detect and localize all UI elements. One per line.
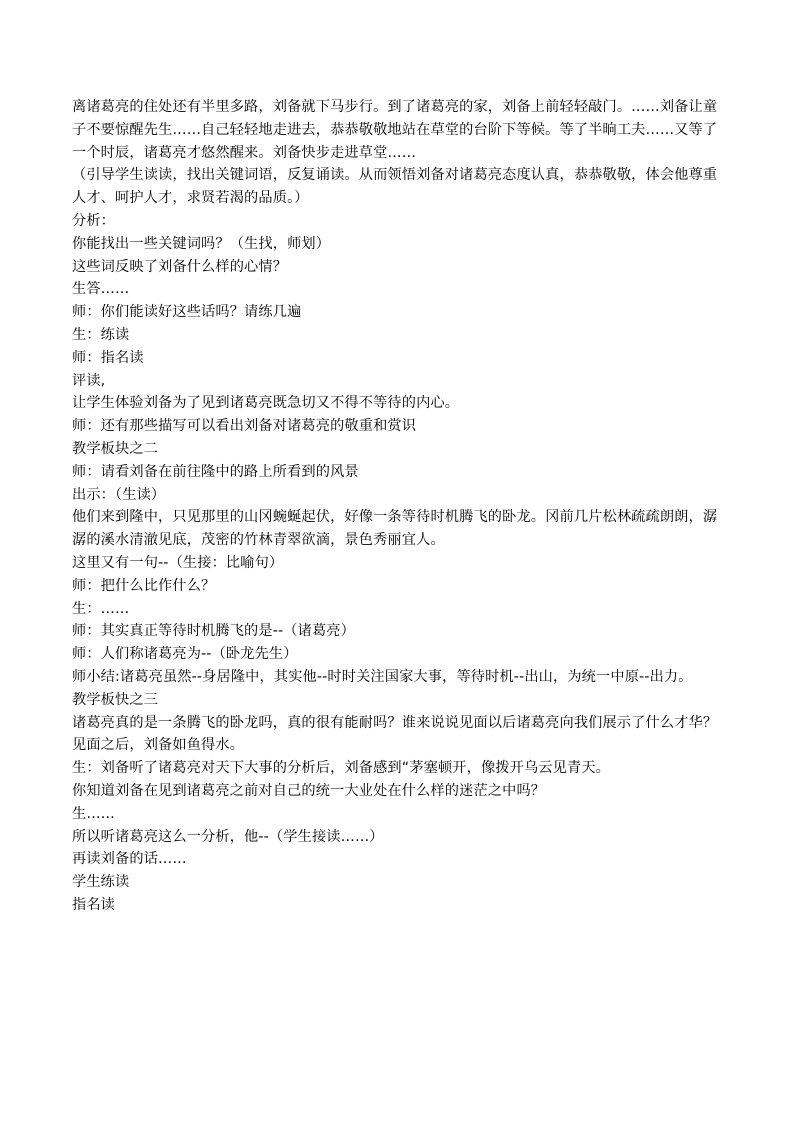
teaching-note: （引导学生读读，找出关键词语，反复诵读。从而领悟刘备对诸葛亮态度认真，恭恭敬敬，体会他尊重人才、呵护人才，求贤若渴的品质。） [72,167,718,207]
section-label-analysis: 分析： [72,212,116,229]
section-heading: 教学板块之二 [72,440,159,457]
narrative-paragraph: 离诸葛亮的住处还有半里多路，刘备就下马步行。到了诸葛亮的家，刘备上前轻轻敲门。……刘备让童子不要惊醒先生……自己轻轻地走进去，恭恭敬敬地站在草堂的台阶下等候。等了半晌工夫……又等了一个时辰，诸葛亮才悠然醒来。刘备快步走进草堂…… [72,99,718,161]
document-body [72,96,724,917]
dialogue-line: 这里又有一句--（生接：比喻句） [72,554,284,571]
dialogue-line: 让学生体验刘备为了见到诸葛亮既急切又不得不等待的内心。 [72,395,460,412]
section-heading: 教学板快之三 [72,691,159,708]
scenery-paragraph: 他们来到隆中，只见那里的山冈蜿蜒起伏，好像一条等待时机腾飞的卧龙。冈前几片松林疏疏朗朗，潺潺的溪水清澈见底，茂密的竹林青翠欲滴，景色秀丽宜人。 [72,509,718,549]
dialogue-line: 见面之后，刘备如鱼得水。 [72,737,245,754]
dialogue-line: 师：指名读 [72,349,144,366]
dialogue-line: 生：…… [72,600,130,617]
dialogue-line: 师：你们能读好这些话吗？请练几遍 [72,304,302,321]
summary-paragraph: 师小结:诸葛亮虽然--身居隆中，其实他--时时关注国家大事，等待时机--出山，为统一中原--出力。 [72,668,693,685]
question-paragraph: 诸葛亮真的是一条腾飞的卧龙吗，真的很有能耐吗？谁来说说见面以后诸葛亮向我们展示了什么才华？ [72,714,718,731]
dialogue-line: 师：其实真正等待时机腾飞的是--（诸葛亮） [72,623,355,640]
dialogue-line: 学生练读 [72,874,130,891]
dialogue-line: 师：人们称诸葛亮为--（卧龙先生） [72,646,298,663]
dialogue-line: 师：还有那些描写可以看出刘备对诸葛亮的敬重和赏识 [72,418,417,435]
dialogue-line: 再读刘备的话…… [72,851,187,868]
dialogue-line: 生：练读 [72,326,130,343]
dialogue-line: 生答…… [72,281,130,298]
dialogue-line: 所以听诸葛亮这么一分析，他--（学生接读……） [72,828,384,845]
dialogue-line: 师：请看刘备在前往隆中的路上所看到的风景 [72,463,359,480]
dialogue-line: 评读, [72,372,106,389]
dialogue-line: 指名读 [72,896,116,913]
dialogue-line: 师：把什么比作什么？ [72,577,216,594]
dialogue-line: 生…… [72,805,116,822]
dialogue-line: 生：刘备听了诸葛亮对天下大事的分析后，刘备感到“茅塞顿开，像拨开乌云见青天。 [72,760,610,777]
question-line: 这些词反映了刘备什么样的心情？ [72,258,288,275]
question-line: 你知道刘备在见到诸葛亮之前对自己的统一大业处在什么样的迷茫之中吗？ [72,782,546,799]
question-line: 你能找出一些关键词吗？（生找，师划） [72,235,331,252]
dialogue-line: 出示：（生读） [72,486,166,503]
